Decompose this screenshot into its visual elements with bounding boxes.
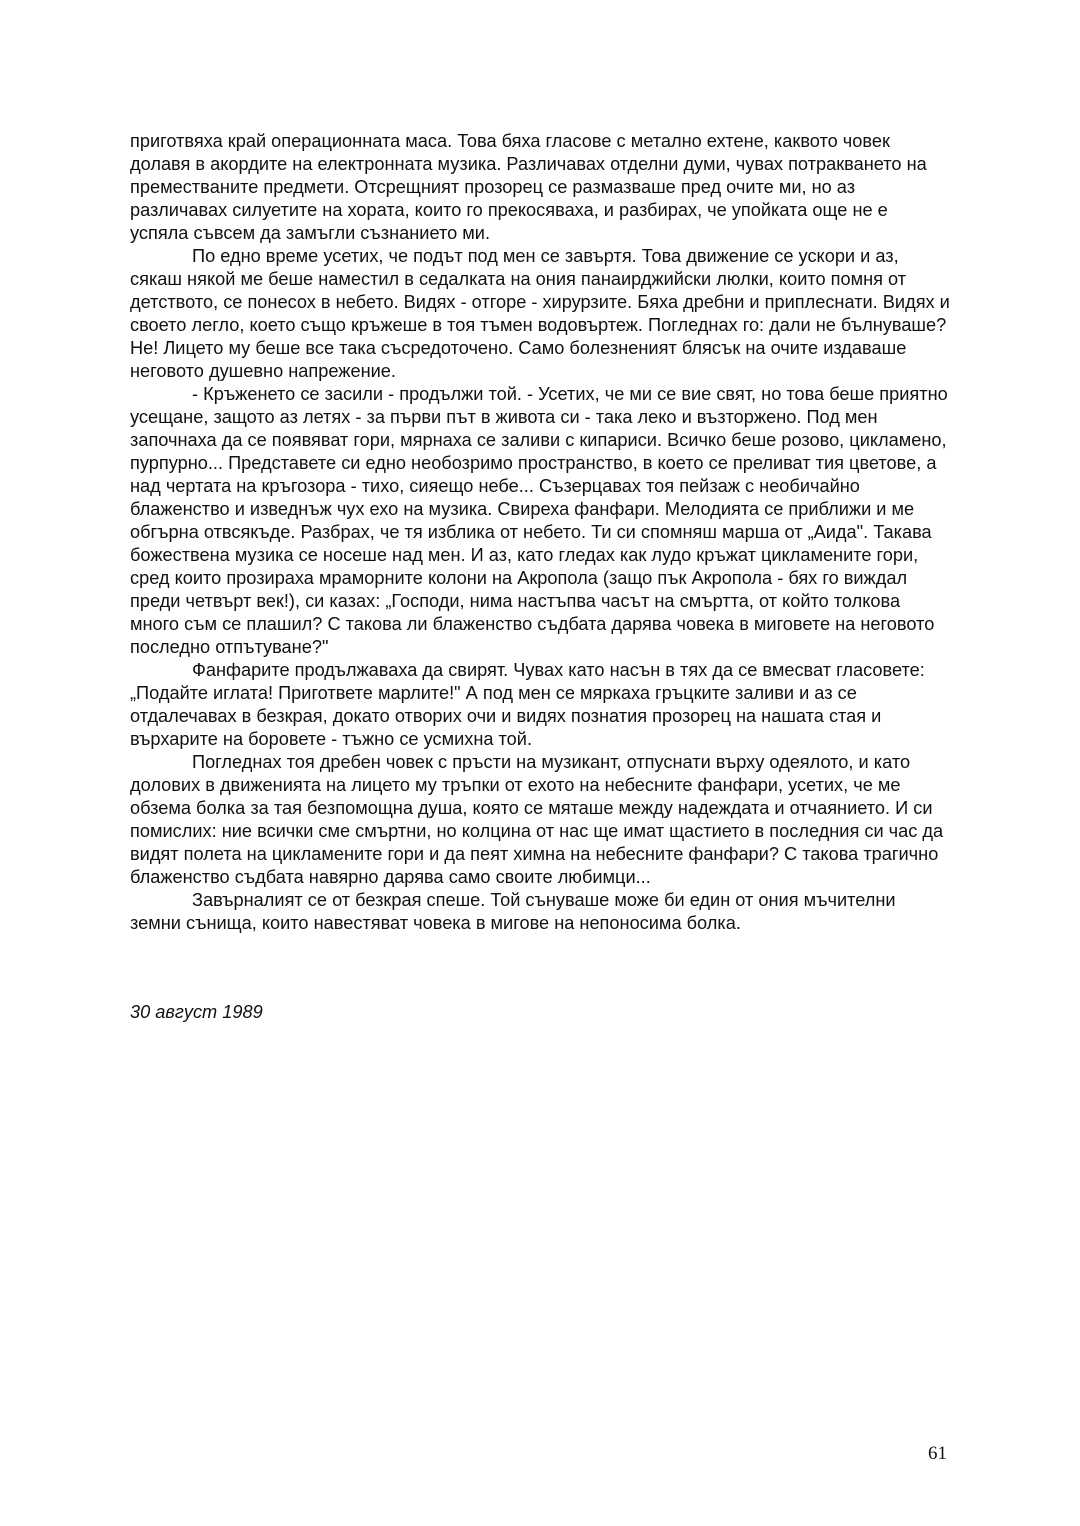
body-text bbox=[130, 130, 950, 935]
paragraph-2: По едно време усетих, че подът под мен се завъртя. Това движение се ускори и аз, сякаш някой ме беше наместил в седалката на ония панаирджийски люлки, които помня от детството, се понесох в небето. Видях - отгоре - хирурзите. Бяха дребни и приплеснати. Видях и своето легло, което също кръжеше в тоя тъмен водовъртеж. Погледнах го: дали не бълнуваше? Не! Лицето му беше все така съсредоточено. Само болезненият блясък на очите издаваше неговото душевно напрежение. bbox=[130, 246, 950, 381]
page-number: 61 bbox=[928, 1443, 947, 1464]
paragraph-1: приготвяха край операционната маса. Това бяха гласове с метално ехтене, каквото човек долавя в акордите на електронната музика. Различавах отделни думи, чувах потракването на премествaните предмети. Отсрещният прозорец се размазваше пред очите ми, но аз различавах силуетите на хората, които го прекосяваха, и разбирах, че упойката още не е успяла съвсем да замъгли съзнанието ми. bbox=[130, 131, 927, 243]
paragraph-3: - Кръженето се засили - продължи той. - Усетих, че ми се вие свят, но това беше приятно усещане, защото аз летях - за първи път в живота си - така леко и възторжено. Под мен започнаха да се появяват гори, мярнаха се заливи с кипариси. Всичко беше розово, цикламено, пурпурно... Представете си едно необозримо пространство, в което се преливат тия цветове, а над чертата на кръгозора - тихо, сияещо небе... Съзерцавах тоя пейзаж с необичайно блаженство и изведнъж чух ехо на музика. Свиреха фанфари. Мелодията се приближи и ме обгърна отвсякъде. Разбрах, че тя изблика от небето. Ти си спомняш марша от „Аида". Такава божествена музика се носеше над мен. И аз, като гледах как лудо кръжат цикламените гори, сред които прозираха мраморните колони на Акропола (защо пък Акропола - бях го виждал преди четвърт век!), си казах: „Господи, нима настъпва часът на смъртта, от който толкова много съм се плашил? С такова ли блаженство съдбата дарява човека в миговете на неговото последно отпътуване?" bbox=[130, 384, 948, 657]
paragraph-5: Погледнах тоя дребен човек с пръсти на музикант, отпуснати върху одеялото, и като долових в движенията на лицето му тръпки от ехото на небесните фанфари, усетих, че ме обзема болка за тая безпомощна душа, която се мяташе между надеждата и отчаянието. И си помислих: ние всички сме смъртни, но колцина от нас ще имат щастието в последния си час да видят полета на цикламените гори и да пеят химна на небесните фанфари? С такова трагично блаженство съдбата навярно дарява само своите любимци... bbox=[130, 752, 944, 887]
paragraph-6: Завърналият се от безкрая спеше. Той сънуваше може би един от ония мъчителни земни сънища, които навестяват човека в мигове на непоносима болка. bbox=[130, 890, 896, 933]
date-line: 30 август 1989 bbox=[130, 1002, 263, 1022]
paragraph-4: Фанфарите продължаваха да свирят. Чувах като насън в тях да се вмесват гласовете: „Подайте иглата! Пригответе марлите!" А под мен се мяркаха гръцките заливи и аз се отдалечавах в безкрая, докато отворих очи и видях познатия прозорец на нашата стая и върхарите на боровете - тъжно се усмихна той. bbox=[130, 660, 925, 749]
